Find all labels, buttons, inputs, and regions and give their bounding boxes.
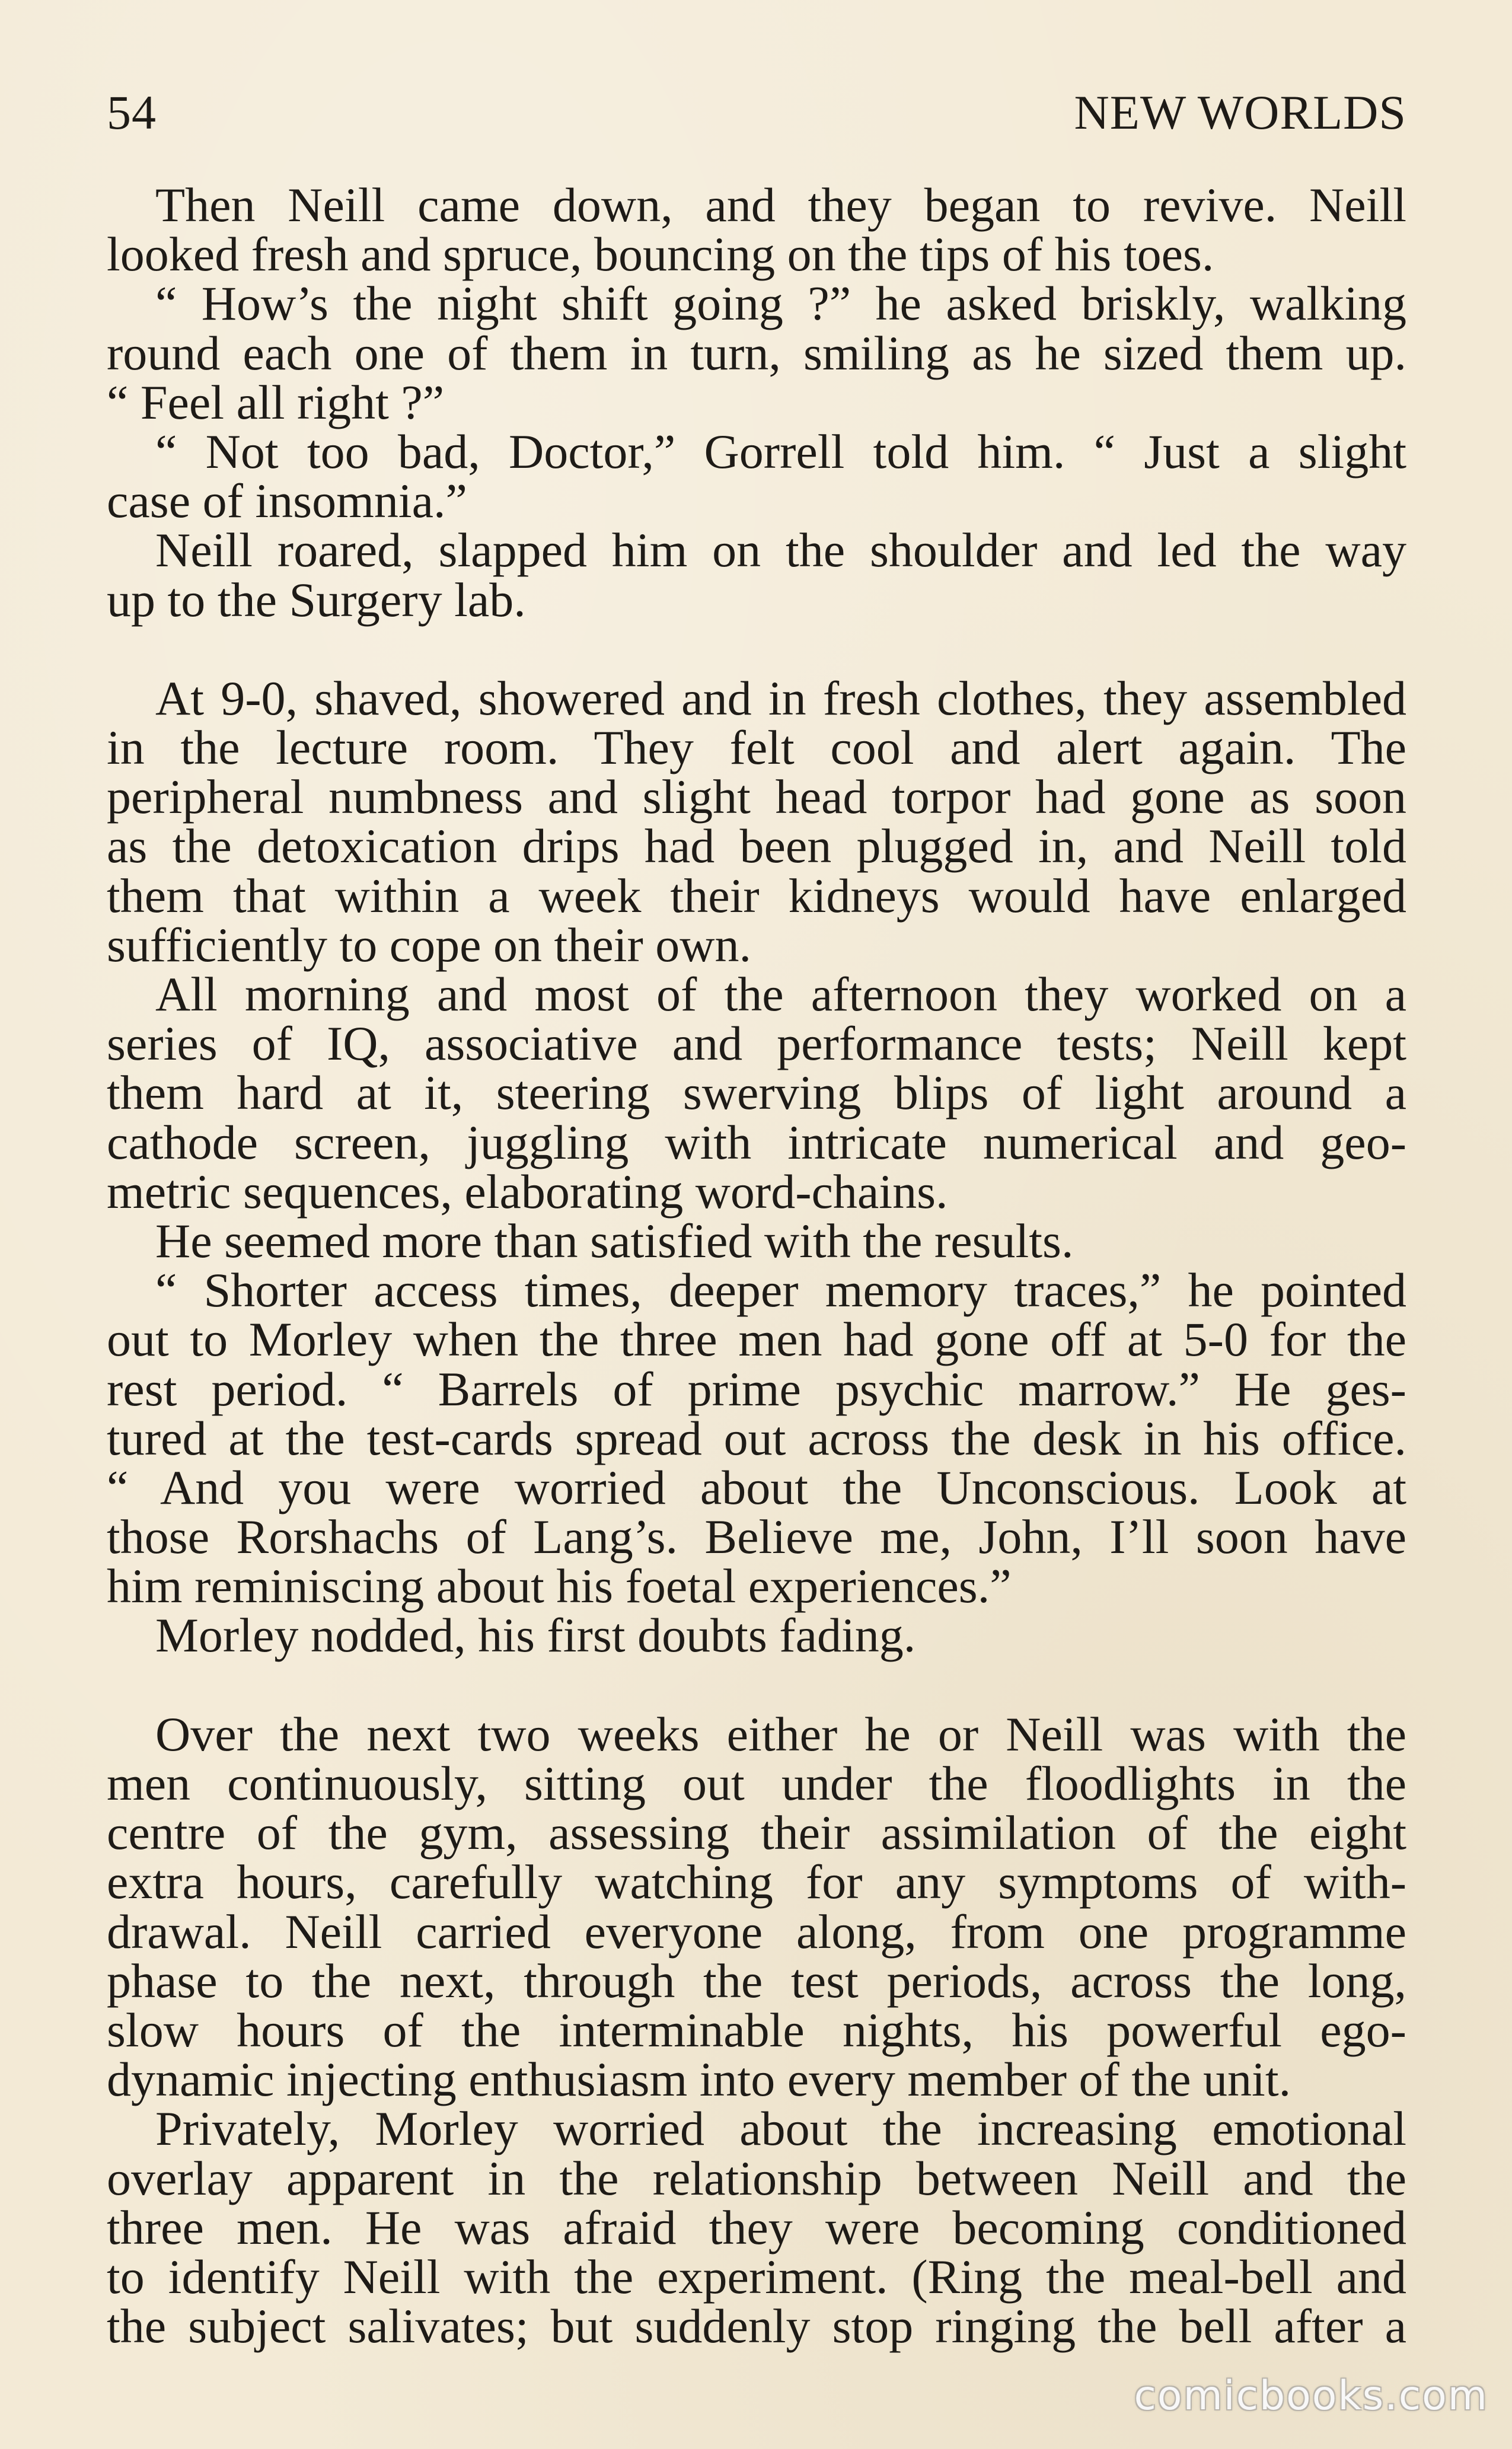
paragraph xyxy=(107,1213,1406,1268)
paragraph xyxy=(107,671,1406,972)
text-line: peripheral numbness and slight head torpor had gone as soon xyxy=(107,770,1406,824)
text-line: He seemed more than satisfied with the results. xyxy=(155,1213,1074,1268)
text-line: Then Neill came down, and they began to revive. Neill xyxy=(155,178,1406,232)
text-line: Privately, Morley worried about the increasing emotional xyxy=(155,2102,1406,2156)
text-line: up to the Surgery lab. xyxy=(107,572,526,627)
text-line: “ Shorter access times, deeper memory traces,” he pointed xyxy=(155,1263,1406,1318)
text-line: him reminiscing about his foetal experiences.” xyxy=(107,1559,1012,1613)
text-line: the subject salivates; but suddenly stop ringing the bell after a xyxy=(107,2299,1406,2354)
text-line: cathode screen, juggling with intricate numerical and geo- xyxy=(107,1115,1406,1169)
paragraph xyxy=(107,1608,1406,1663)
text-line: rest period. “ Barrels of prime psychic marrow.” He ges- xyxy=(107,1361,1406,1416)
text-line: men continuously, sitting out under the floodlights in the xyxy=(107,1756,1406,1810)
text-line: extra hours, carefully watching for any symptoms of with- xyxy=(107,1855,1406,1909)
text-line: “ How’s the night shift going ?” he asked briskly, walking xyxy=(155,276,1406,331)
text-line: series of IQ, associative and performance tests; Neill kept xyxy=(107,1016,1406,1071)
text-line: them hard at it, steering swerving blips of light around a xyxy=(107,1066,1406,1120)
section-break xyxy=(107,1660,1406,1710)
text-line: looked fresh and spruce, bouncing on the tips of his toes. xyxy=(107,227,1214,282)
text-line: At 9-0, shaved, showered and in fresh clothes, they assembled xyxy=(155,671,1406,725)
text-line: those Rorshachs of Lang’s. Believe me, John, I’ll soon have xyxy=(107,1510,1406,1564)
paragraph xyxy=(107,1265,1406,1611)
paragraph xyxy=(107,178,1406,282)
text-line: centre of the gym, assessing their assimilation of the eight xyxy=(107,1806,1406,1860)
text-line: case of insomnia.” xyxy=(107,474,467,528)
paragraph xyxy=(107,424,1406,528)
text-line: phase to the next, through the test periods, across the long, xyxy=(107,1953,1406,2008)
text-line: Morley nodded, his first doubts fading. xyxy=(155,1608,916,1663)
section-break xyxy=(107,624,1406,674)
text-line: “ Not too bad, Doctor,” Gorrell told him. “ Just a slight xyxy=(155,424,1406,479)
text-line: drawal. Neill carried everyone along, from one programme xyxy=(107,1904,1406,1959)
text-line: in the lecture room. They felt cool and alert again. The xyxy=(107,720,1406,775)
text-line: to identify Neill with the experiment. (Ring the meal-bell and xyxy=(107,2249,1406,2304)
text-line: overlay apparent in the relationship between Neill and the xyxy=(107,2151,1406,2205)
text-line: out to Morley when the three men had gone off at 5-0 for the xyxy=(107,1312,1406,1367)
text-line: dynamic injecting enthusiasm into every member of the unit. xyxy=(107,2052,1291,2107)
page-number: 54 xyxy=(107,85,157,139)
text-line: “ Feel all right ?” xyxy=(107,375,445,429)
paragraph xyxy=(107,276,1406,429)
page-header xyxy=(107,83,1406,142)
paragraph xyxy=(107,967,1406,1219)
paragraph xyxy=(107,2102,1406,2354)
text-line: tured at the test-cards spread out across the desk in his office. xyxy=(107,1411,1406,1465)
text-line: Over the next two weeks either he or Neill was with the xyxy=(155,1707,1406,1761)
paragraph xyxy=(107,523,1406,627)
text-line: them that within a week their kidneys would have enlarged xyxy=(107,868,1406,923)
text-line: Neill roared, slapped him on the shoulder and led the way xyxy=(155,523,1406,578)
paragraph xyxy=(107,1707,1406,2107)
running-title: NEW WORLDS xyxy=(1074,85,1406,139)
text-line: as the detoxication drips had been plugged in, and Neill told xyxy=(107,819,1406,873)
text-line: round each one of them in turn, smiling as he sized them up. xyxy=(107,326,1406,380)
text-line: metric sequences, elaborating word-chains. xyxy=(107,1164,948,1219)
text-line: sufficiently to cope on their own. xyxy=(107,917,752,972)
text-line: slow hours of the interminable nights, his powerful ego- xyxy=(107,2002,1406,2057)
text-line: three men. He was afraid they were becoming conditioned xyxy=(107,2200,1406,2255)
site-watermark: comicbooks.com xyxy=(1134,2373,1488,2419)
body-text xyxy=(107,178,1406,2354)
text-line: All morning and most of the afternoon they worked on a xyxy=(155,967,1406,1021)
text-line: “ And you were worried about the Unconscious. Look at xyxy=(107,1460,1406,1514)
